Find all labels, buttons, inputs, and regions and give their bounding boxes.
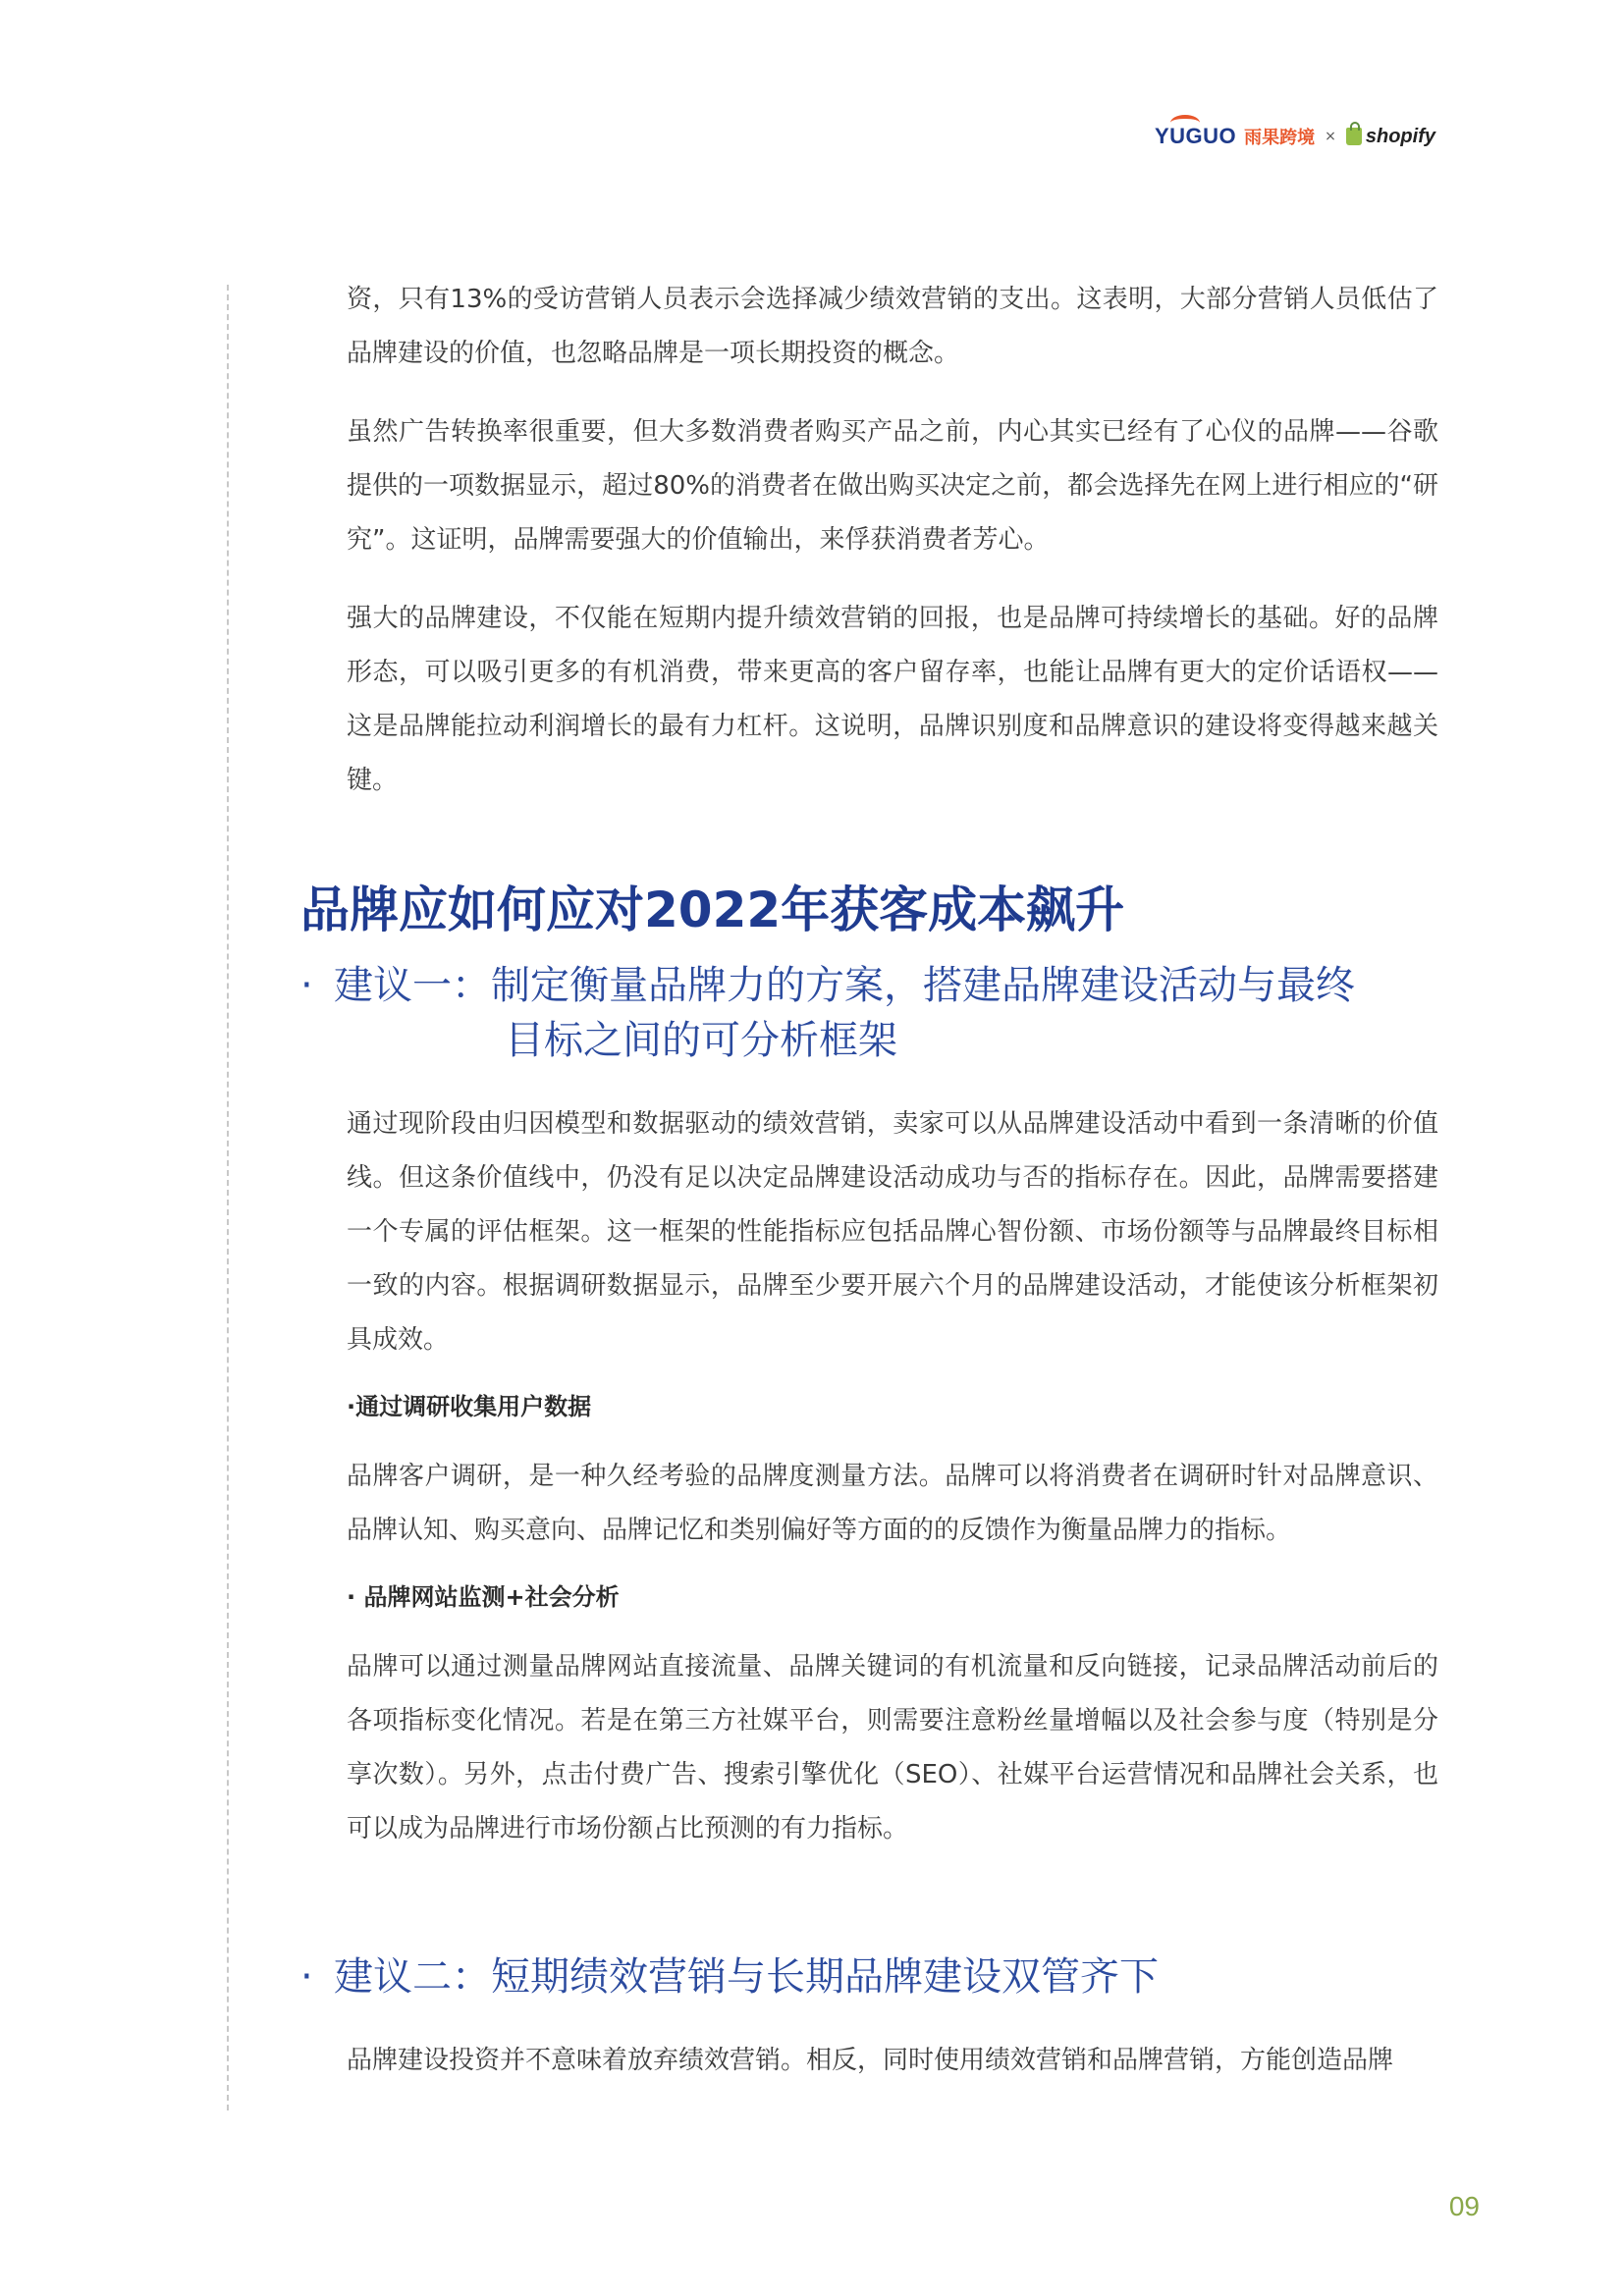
- suggestion-1-line-1: 建议一：制定衡量品牌力的方案，搭建品牌建设活动与最终: [334, 963, 1355, 1008]
- paragraph-1: 资，只有13%的受访营销人员表示会选择减少绩效营销的支出。这表明，大部分营销人员低估了品牌建设的价值，也忽略品牌是一项长期投资的概念。: [347, 285, 1438, 368]
- yuguo-logo: [1155, 124, 1236, 149]
- paragraph-2: 虽然广告转换率很重要，但大多数消费者购买产品之前，内心其实已经有了心仪的品牌——谷歌提供的一项数据显示，超过80%的消费者在做出购买决定之前，都会选择先在网上进行相应的“研究”。这证明，品牌需要强大的价值输出，来俘获消费者芳心。: [347, 417, 1438, 555]
- bullet-dot: ·: [300, 1954, 313, 2000]
- paragraph-3: 强大的品牌建设，不仅能在短期内提升绩效营销的回报，也是品牌可持续增长的基础。好的品牌形态，可以吸引更多的有机消费，带来更高的客户留存率，也能让品牌有更大的定价话语权——这是品牌能拉动利润增长的最有力杠杆。这说明，品牌识别度和品牌意识的建设将变得越来越关键。: [347, 604, 1438, 795]
- website-monitoring-body: 品牌可以通过测量品牌网站直接流量、品牌关键词的有机流量和反向链接，记录品牌活动前后的各项指标变化情况。若是在第三方社媒平台，则需要注意粉丝量增幅以及社会参与度（特别是分享次数）。另外，点击付费广告、搜索引擎优化（SEO）、社媒平台运营情况和品牌社会关系，也可以成为品牌进行市场份额占比预测的有力指标。: [347, 1652, 1438, 1843]
- shopify-bag-icon: [1346, 128, 1362, 145]
- shopify-logo-text: shopify: [1365, 125, 1435, 147]
- suggestion-2-heading: [300, 1949, 1159, 2004]
- logo-separator: ×: [1325, 129, 1336, 144]
- suggestion-1-heading: [300, 958, 1355, 1068]
- suggestion-1-content: [347, 1097, 1438, 1856]
- survey-body: 品牌客户调研，是一种久经考验的品牌度测量方法。品牌可以将消费者在调研时针对品牌意识、品牌认知、购买意向、品牌记忆和类别偏好等方面的的反馈作为衡量品牌力的指标。: [347, 1462, 1438, 1545]
- header-logos: [1155, 124, 1435, 149]
- yuguo-logo-cn: 雨果跨境: [1244, 128, 1316, 148]
- suggestion-1-body: 通过现阶段由归因模型和数据驱动的绩效营销，卖家可以从品牌建设活动中看到一条清晰的价值线。但这条价值线中，仍没有足以决定品牌建设活动成功与否的指标存在。因此，品牌需要搭建一个专属的评估框架。这一框架的性能指标应包括品牌心智份额、市场份额等与品牌最终目标相一致的内容。根据调研数据显示，品牌至少要开展六个月的品牌建设活动，才能使该分析框架初具成效。: [347, 1109, 1438, 1355]
- shopify-logo: [1346, 126, 1435, 148]
- top-text: [347, 273, 1438, 808]
- yuguo-logo-text: YUGUO: [1154, 124, 1237, 148]
- bullet-dot: ·: [300, 963, 313, 1008]
- subheading-survey: ·通过调研收集用户数据: [347, 1393, 592, 1420]
- section-title: 品牌应如何应对2022年获客成本飙升: [300, 881, 1125, 938]
- suggestion-2-title: 建议二：短期绩效营销与长期品牌建设双管齐下: [334, 1954, 1159, 2000]
- page-number: 09: [1448, 2191, 1480, 2221]
- suggestion-1-line-2: 目标之间的可分析框架: [505, 1018, 897, 1063]
- suggestion-2-body: 品牌建设投资并不意味着放弃绩效营销。相反，同时使用绩效营销和品牌营销，方能创造品牌: [347, 2046, 1394, 2075]
- suggestion-2-content: [347, 2034, 1438, 2088]
- yuguo-arc-icon: [1170, 115, 1200, 131]
- side-dashed-rule: [227, 285, 229, 2110]
- subheading-website-monitoring: · 品牌网站监测+社会分析: [347, 1583, 620, 1611]
